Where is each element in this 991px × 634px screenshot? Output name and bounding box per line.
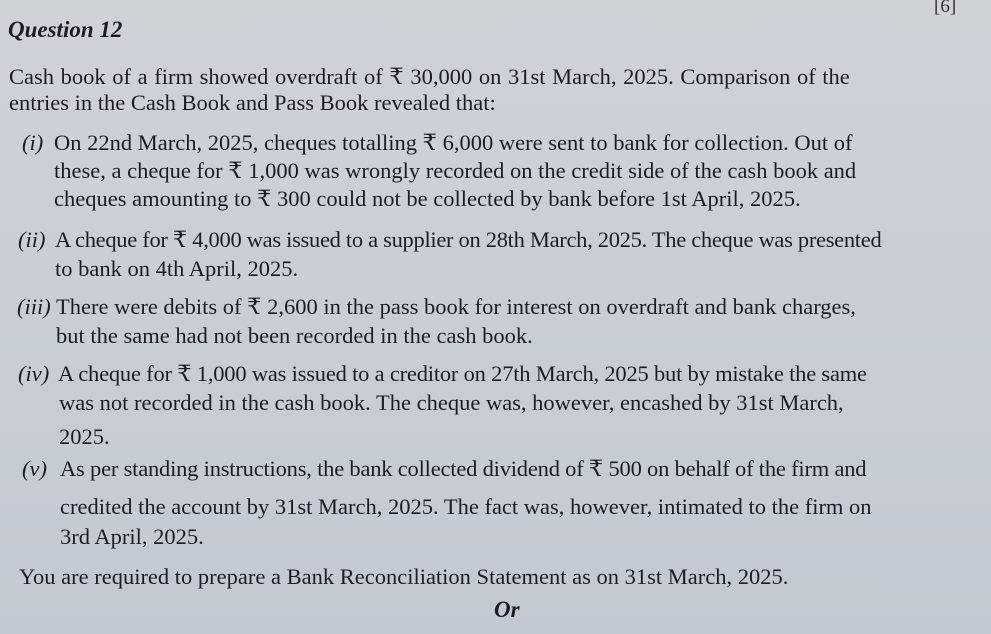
- intro-line: Cash book of a firm showed overdraft of ₹ 30,000 on 31st March, 2025. Comparison of the: [9, 64, 850, 89]
- instruction-text: You are required to prepare a Bank Reconciliation Statement as on 31st March, 2025.: [19, 564, 789, 589]
- question-title: Question 12: [8, 17, 123, 42]
- item-line: credited the account by 31st March, 2025. The fact was, however, intimated to the firm on: [60, 494, 872, 519]
- item-line: was not recorded in the cash book. The cheque was, however, encashed by 31st March,: [59, 390, 844, 415]
- or-label: Or: [494, 597, 520, 622]
- marks-label: [6]: [934, 0, 957, 17]
- item-line: As per standing instructions, the bank collected dividend of ₹ 500 on behalf of the firm and: [60, 456, 867, 481]
- item-number: (iii): [17, 294, 51, 319]
- item-line: On 22nd March, 2025, cheques totalling ₹ 6,000 were sent to bank for collection. Out of: [54, 130, 853, 155]
- item-number: (i): [22, 130, 44, 155]
- item-line: cheques amounting to ₹ 300 could not be collected by bank before 1st April, 2025.: [54, 186, 801, 211]
- item-number: (ii): [18, 227, 46, 252]
- item-line: 3rd April, 2025.: [60, 524, 204, 549]
- item-line: 2025.: [59, 424, 110, 449]
- item-number: (iv): [18, 361, 50, 386]
- item-line: A cheque for ₹ 4,000 was issued to a supplier on 28th March, 2025. The cheque was presented: [55, 227, 882, 252]
- item-line: these, a cheque for ₹ 1,000 was wrongly recorded on the credit side of the cash book and: [54, 158, 857, 183]
- item-line: There were debits of ₹ 2,600 in the pass book for interest on overdraft and bank charges,: [56, 294, 856, 319]
- item-line: but the same had not been recorded in the cash book.: [56, 323, 533, 348]
- item-line: to bank on 4th April, 2025.: [55, 256, 299, 281]
- item-line: A cheque for ₹ 1,000 was issued to a creditor on 27th March, 2025 but by mistake the same: [58, 361, 867, 386]
- intro-line: entries in the Cash Book and Pass Book revealed that:: [9, 90, 496, 115]
- item-number: (v): [22, 456, 47, 481]
